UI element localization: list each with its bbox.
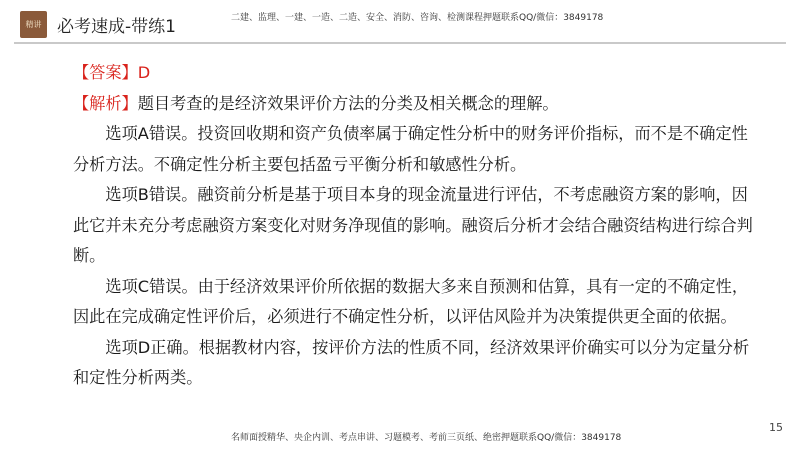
answer-value: D: [137, 63, 151, 82]
option-b-paragraph: 选项B错误。融资前分析是基于项目本身的现金流量进行评估，不考虑融资方案的影响，因此它并未充分考虑融资方案变化对财务净现值的影响。融资后分析才会结合融资结构进行综合判断。: [73, 185, 753, 265]
option-c-paragraph: 选项C错误。由于经济效果评价所依据的数据大多来自预测和估算，具有一定的不确定性，因此在完成确定性评价后，必须进行不确定性分析，以评估风险并为决策提供更全面的依据。: [73, 276, 749, 326]
analysis-label: 【解析】: [73, 93, 138, 113]
option-d-paragraph: 选项D正确。根据教材内容，按评价方法的性质不同，经济效果评价确实可以分为定量分析和定性分析两类。: [73, 337, 750, 387]
answer-label: 【答案】: [73, 63, 138, 82]
analysis-line: [73, 89, 763, 120]
logo-text: 精讲: [25, 20, 42, 29]
header-contact: 二建、监理、一建、一造、二造、安全、消防、咨询、检测课程押题联系QQ/微信：3849178: [231, 13, 604, 23]
footer-contact: 名师面授精华、央企内训、考点串讲、习题模考、考前三页纸、绝密押题联系QQ/微信：3849178: [231, 433, 622, 443]
header-divider: [14, 42, 786, 44]
logo: [20, 11, 47, 38]
option-a-paragraph: 选项A错误。投资回收期和资产负债率属于确定性分析中的财务评价指标，而不是不确定性分析方法。不确定性分析主要包括盈亏平衡分析和敏感性分析。: [73, 124, 748, 174]
page-number: 15: [769, 421, 783, 434]
answer-line: [73, 58, 763, 89]
slide-content: [73, 58, 763, 394]
analysis-intro: 题目考查的是经济效果评价方法的分类及相关概念的理解。: [137, 93, 559, 113]
course-title: 必考速成-带练1: [57, 17, 176, 37]
